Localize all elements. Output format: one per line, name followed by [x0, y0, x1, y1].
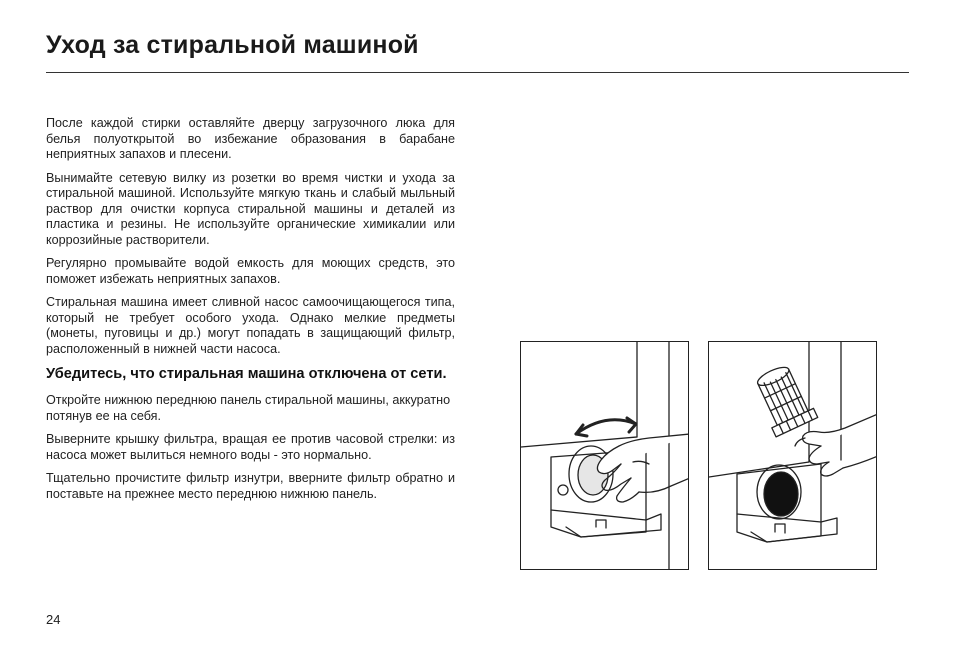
rotate-arrows-icon — [576, 420, 636, 434]
hand-icon — [597, 434, 689, 474]
step-clean-filter: Тщательно прочистите фильтр изнутри, вверните фильтр обратно и поставьте на прежнее место переднюю нижнюю панель. — [46, 471, 455, 501]
step-unscrew-filter: Выверните крышку фильтра, вращая ее против часовой стрелки: из насоса может вылиться немного воды - это нормально. — [46, 432, 455, 462]
subheading-unplug: Убедитесь, что стиральная машина отключена от сети. — [46, 366, 447, 382]
pump-hole-icon — [764, 472, 798, 516]
paragraph-door: После каждой стирки оставляйте дверцу загрузочного люка для белья полуоткрытой во избежание образования в барабане неприятных запахов и плесени. — [46, 116, 455, 161]
filter-icon — [750, 361, 818, 437]
title-divider — [46, 72, 909, 73]
illustration-unscrew-filter — [520, 341, 689, 570]
step-open-panel: Откройте нижнюю переднюю панель стиральной машины, аккуратно потянув ее на себя. — [46, 393, 451, 423]
text-column — [46, 116, 455, 510]
illustration-remove-filter — [708, 341, 877, 570]
paragraph-pump: Стиральная машина имеет сливной насос самоочищающегося типа, который не требует особого ухода. Однако мелкие предметы (монеты, пуговицы и др.) могут попадать в защищающий фильтр, расположенный в нижней части насоса. — [46, 295, 455, 356]
page-number: 24 — [46, 612, 61, 627]
page-title: Уход за стиральной машиной — [46, 31, 419, 59]
paragraph-detergent: Регулярно промывайте водой емкость для моющих средств, это поможет избежать неприятных запахов. — [46, 256, 455, 286]
machine-body-edge — [709, 462, 809, 477]
paragraph-unplug: Вынимайте сетевую вилку из розетки во время чистки и ухода за стиральной машиной. Используйте мягкую ткань и слабый мыльный раствор для очистки корпуса стиральной машины и деталей из пластика и резины. Не используйте органические химикалии или коррозийные растворители. — [46, 170, 455, 247]
